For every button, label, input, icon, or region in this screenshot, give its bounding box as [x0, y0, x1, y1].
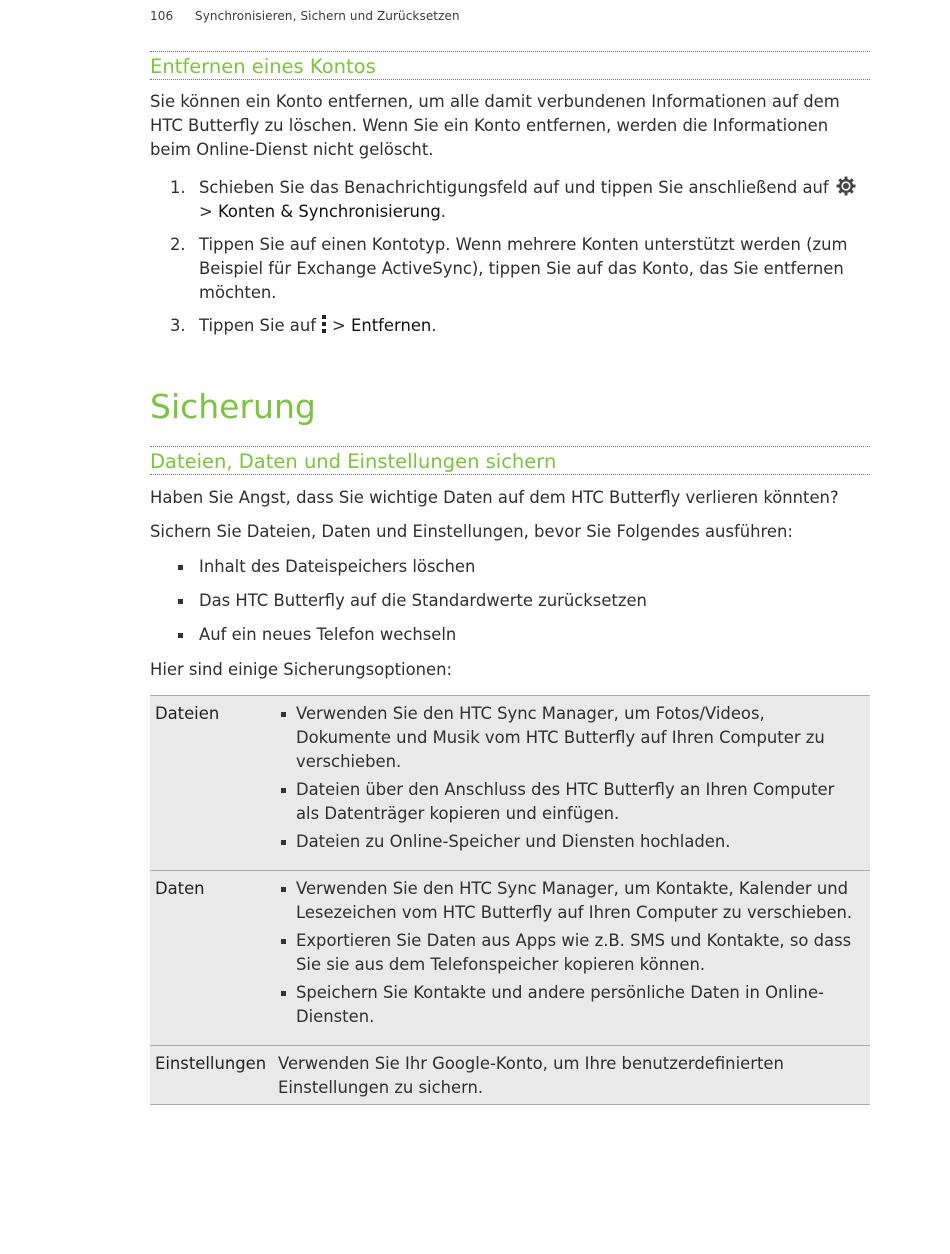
backup-para-2: Sichern Sie Dateien, Daten und Einstellungen, bevor Sie Folgendes ausführen: — [150, 522, 793, 541]
bullet-square — [178, 565, 183, 570]
vertical-dots-menu-icon — [321, 315, 327, 333]
menu-item-remove: Entfernen — [350, 316, 432, 335]
remove-account-intro: Sie können ein Konto entfernen, um alle damit verbundenen Informationen auf dem HTC Butterfly zu löschen. Wenn Sie ein Konto entfernen, werden die Informationen beim Online-Dienst nicht gelöscht. — [150, 92, 840, 159]
step-number: 2. — [170, 235, 186, 254]
step-1: 1. Schieben Sie das Benachrichtigungsfeld auf und tippen Sie anschließend auf > Konten & Synchronisierung. — [150, 176, 870, 224]
table-bullet: Verwenden Sie den HTC Sync Manager, um Kontakte, Kalender und Lesezeichen vom HTC Butterfly auf Ihren Computer zu verschieben. — [278, 877, 862, 925]
table-bullet: Dateien zu Online-Speicher und Diensten hochladen. — [278, 830, 862, 854]
step-2 — [150, 233, 870, 305]
table-cell-description — [278, 696, 870, 871]
separator-arrow: > — [199, 202, 213, 221]
table-cell-category: Daten — [150, 871, 278, 1046]
table-cell-description: Verwenden Sie Ihr Google-Konto, um Ihre benutzerdefinierten Einstellungen zu sichern. — [278, 1046, 870, 1105]
backup-options-table — [150, 695, 870, 1105]
backup-para-1: Haben Sie Angst, dass Sie wichtige Daten auf dem HTC Butterfly verlieren könnten? — [150, 488, 839, 507]
step-number: 1. — [170, 178, 186, 197]
table-bullet: Speichern Sie Kontakte und andere persönliche Daten in Online-Diensten. — [278, 981, 862, 1029]
bullet-square — [178, 633, 183, 638]
separator-arrow: > — [332, 316, 346, 335]
section-heading-remove-account: Entfernen eines Kontos — [150, 51, 870, 80]
table-bullet: Verwenden Sie den HTC Sync Manager, um Fotos/Videos, Dokumente und Musik vom HTC Butterfly auf Ihren Computer zu verschieben. — [278, 702, 862, 774]
step-number: 3. — [170, 316, 186, 335]
table-cell-category: Dateien — [150, 696, 278, 871]
menu-path-accounts-sync: Konten & Synchronisierung — [217, 202, 441, 221]
step-text: Tippen Sie auf — [199, 316, 317, 335]
table-row — [150, 871, 870, 1046]
chapter-title: Synchronisieren, Sichern und Zurücksetzen — [195, 9, 460, 23]
step-text: Schieben Sie das Benachrichtigungsfeld auf und tippen Sie anschließend auf — [199, 178, 829, 197]
page-header — [150, 9, 460, 23]
table-row — [150, 1046, 870, 1105]
gear-icon — [836, 176, 856, 196]
table-cell-category: Einstellungen — [150, 1046, 278, 1105]
table-row — [150, 696, 870, 871]
bullet-square — [178, 599, 183, 604]
step-text: Tippen Sie auf einen Kontotyp. Wenn mehrere Konten unterstützt werden (zum Beispiel für Exchange ActiveSync), tippen Sie auf das Konto, das Sie entfernen möchten. — [199, 235, 848, 302]
backup-para-3: Hier sind einige Sicherungsoptionen: — [150, 660, 453, 679]
section-heading-backup-files: Dateien, Daten und Einstellungen sichern — [150, 446, 870, 475]
table-bullet: Exportieren Sie Daten aus Apps wie z.B. SMS und Kontakte, so dass Sie sie aus dem Telefonspeicher kopieren können. — [278, 929, 862, 977]
step-3: 3. Tippen Sie auf > Entfernen. — [150, 314, 870, 338]
chapter-heading-backup: Sicherung — [150, 387, 316, 426]
page-number: 106 — [150, 9, 174, 23]
table-bullet: Dateien über den Anschluss des HTC Butterfly an Ihren Computer als Datenträger kopieren und einfügen. — [278, 778, 862, 826]
table-cell-description — [278, 871, 870, 1046]
